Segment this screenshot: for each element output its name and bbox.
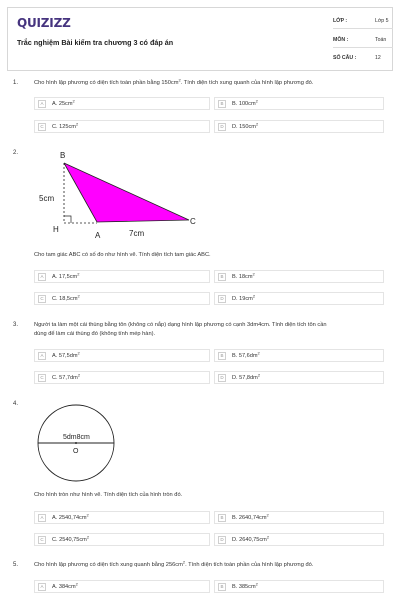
circle-figure [34, 399, 124, 485]
option-letter: B [218, 273, 226, 281]
meta-mon-label: MÔN : [333, 37, 349, 43]
option-letter: D [218, 295, 226, 303]
question-5-number: 5. [13, 562, 19, 568]
question-2-option-c[interactable] [34, 292, 210, 305]
option-text: B. $385cm^2$ [232, 581, 258, 590]
option-text: C. $57,7dm^2$ [52, 372, 81, 381]
option-text: A. $384cm^2$ [52, 581, 78, 590]
question-4-option-b[interactable] [214, 511, 384, 524]
option-letter: A [38, 352, 46, 360]
option-text: A. $17,5cm^2$ [52, 271, 80, 280]
meta-lop-label: LỚP : [333, 18, 348, 24]
question-5-option-a[interactable] [34, 580, 210, 593]
option-text: C. $18,5cm^2$ [52, 293, 80, 302]
option-text: B. $100cm^2$ [232, 98, 258, 107]
option-letter: D [218, 536, 226, 544]
vertex-label-h: H [53, 225, 59, 234]
option-letter: A [38, 583, 46, 591]
question-5-option-b[interactable] [214, 580, 384, 593]
question-2-option-a[interactable] [34, 270, 210, 283]
question-3-number: 3. [13, 322, 19, 328]
question-3-text: Người ta làm một cái thùng bằng tôn (không có nắp) dạng hình lập phương có cạnh 3dm4cm. Tính diện tích tôn cần dùng để làm cái thùng đó (không tính mép hàn). [34, 322, 327, 337]
quizizz-logo[interactable]: QUIZIZZ [17, 16, 71, 30]
question-4-option-a[interactable] [34, 511, 210, 524]
option-letter: A [38, 100, 46, 108]
meta-socau-value: 12 [375, 55, 381, 61]
option-letter: B [218, 583, 226, 591]
base-measurement: 7cm [129, 229, 145, 238]
option-letter: A [38, 273, 46, 281]
option-letter: C [38, 536, 46, 544]
option-text: C. $2540,75cm^2$ [52, 534, 90, 543]
question-2-number: 2. [13, 150, 19, 156]
vertex-label-a: A [95, 231, 101, 240]
worksheet-header [7, 7, 393, 71]
worksheet-title: Trắc nghiệm Bài kiểm tra chương 3 có đáp án [17, 38, 174, 47]
meta-mon-value: Toán [375, 37, 387, 43]
question-4-option-c[interactable] [34, 533, 210, 546]
vertex-label-b: B [60, 151, 66, 160]
option-letter: C [38, 295, 46, 303]
question-1-option-b[interactable] [214, 97, 384, 110]
option-text: D. $2640,75cm^2$ [232, 534, 270, 543]
option-text: C. $125cm^2$ [52, 121, 79, 130]
question-2-text: Cho tam giác ABC có số đo như hình vẽ. Tính diện tích tam giác ABC. [34, 252, 211, 258]
vertex-label-c: C [190, 217, 196, 226]
option-text: B. $2640,74cm^2$ [232, 512, 269, 521]
option-text: A. $57,5dm^2$ [52, 350, 80, 359]
question-1-text: Cho hình lập phương có diện tích toàn phần bằng $150cm^2$. Tính diện tích xung quanh của hình lập phương đó. [34, 77, 314, 86]
right-angle-mark [64, 216, 71, 223]
question-1-option-c[interactable] [34, 120, 210, 133]
question-1-option-d[interactable] [214, 120, 384, 133]
question-4-number: 4. [13, 401, 19, 407]
height-measurement: 5cm [39, 194, 55, 203]
question-1-number: 1. [13, 80, 19, 86]
option-text: B. $18cm^2$ [232, 271, 255, 280]
center-label-o: O [73, 448, 79, 455]
center-point [75, 442, 77, 444]
question-5-text: Cho hình lập phương có diện tích xung quanh bằng $256cm^2$. Tính diện tích toàn phần của hình lập phương đó. [34, 559, 314, 568]
option-text: A. $2540,74cm^2$ [52, 512, 89, 521]
meta-divider [333, 28, 393, 29]
question-3-option-a[interactable] [34, 349, 210, 362]
option-letter: C [38, 123, 46, 131]
question-2-option-b[interactable] [214, 270, 384, 283]
option-letter: B [218, 514, 226, 522]
option-text: D. $57,8dm^2$ [232, 372, 261, 381]
meta-socau-label: SỐ CÂU : [333, 55, 357, 61]
question-2-option-d[interactable] [214, 292, 384, 305]
meta-lop-value: Lớp 5 [375, 18, 389, 24]
option-letter: D [218, 123, 226, 131]
question-4-option-d[interactable] [214, 533, 384, 546]
question-4-text: Cho hình tròn như hình vẽ. Tính diện tích của hình tròn đó. [34, 492, 183, 498]
question-3-option-d[interactable] [214, 371, 384, 384]
option-letter: A [38, 514, 46, 522]
option-letter: B [218, 100, 226, 108]
option-text: A. $25cm^2$ [52, 98, 75, 107]
triangle-figure [34, 146, 204, 246]
option-letter: D [218, 374, 226, 382]
option-text: D. $150cm^2$ [232, 121, 259, 130]
option-text: D. $19cm^2$ [232, 293, 256, 302]
question-1-option-a[interactable] [34, 97, 210, 110]
question-3-option-b[interactable] [214, 349, 384, 362]
diameter-measurement: 5dm8cm [63, 434, 90, 441]
option-text: B. $57,6dm^2$ [232, 350, 260, 359]
meta-divider [333, 47, 393, 48]
option-letter: B [218, 352, 226, 360]
option-letter: C [38, 374, 46, 382]
question-3-option-c[interactable] [34, 371, 210, 384]
